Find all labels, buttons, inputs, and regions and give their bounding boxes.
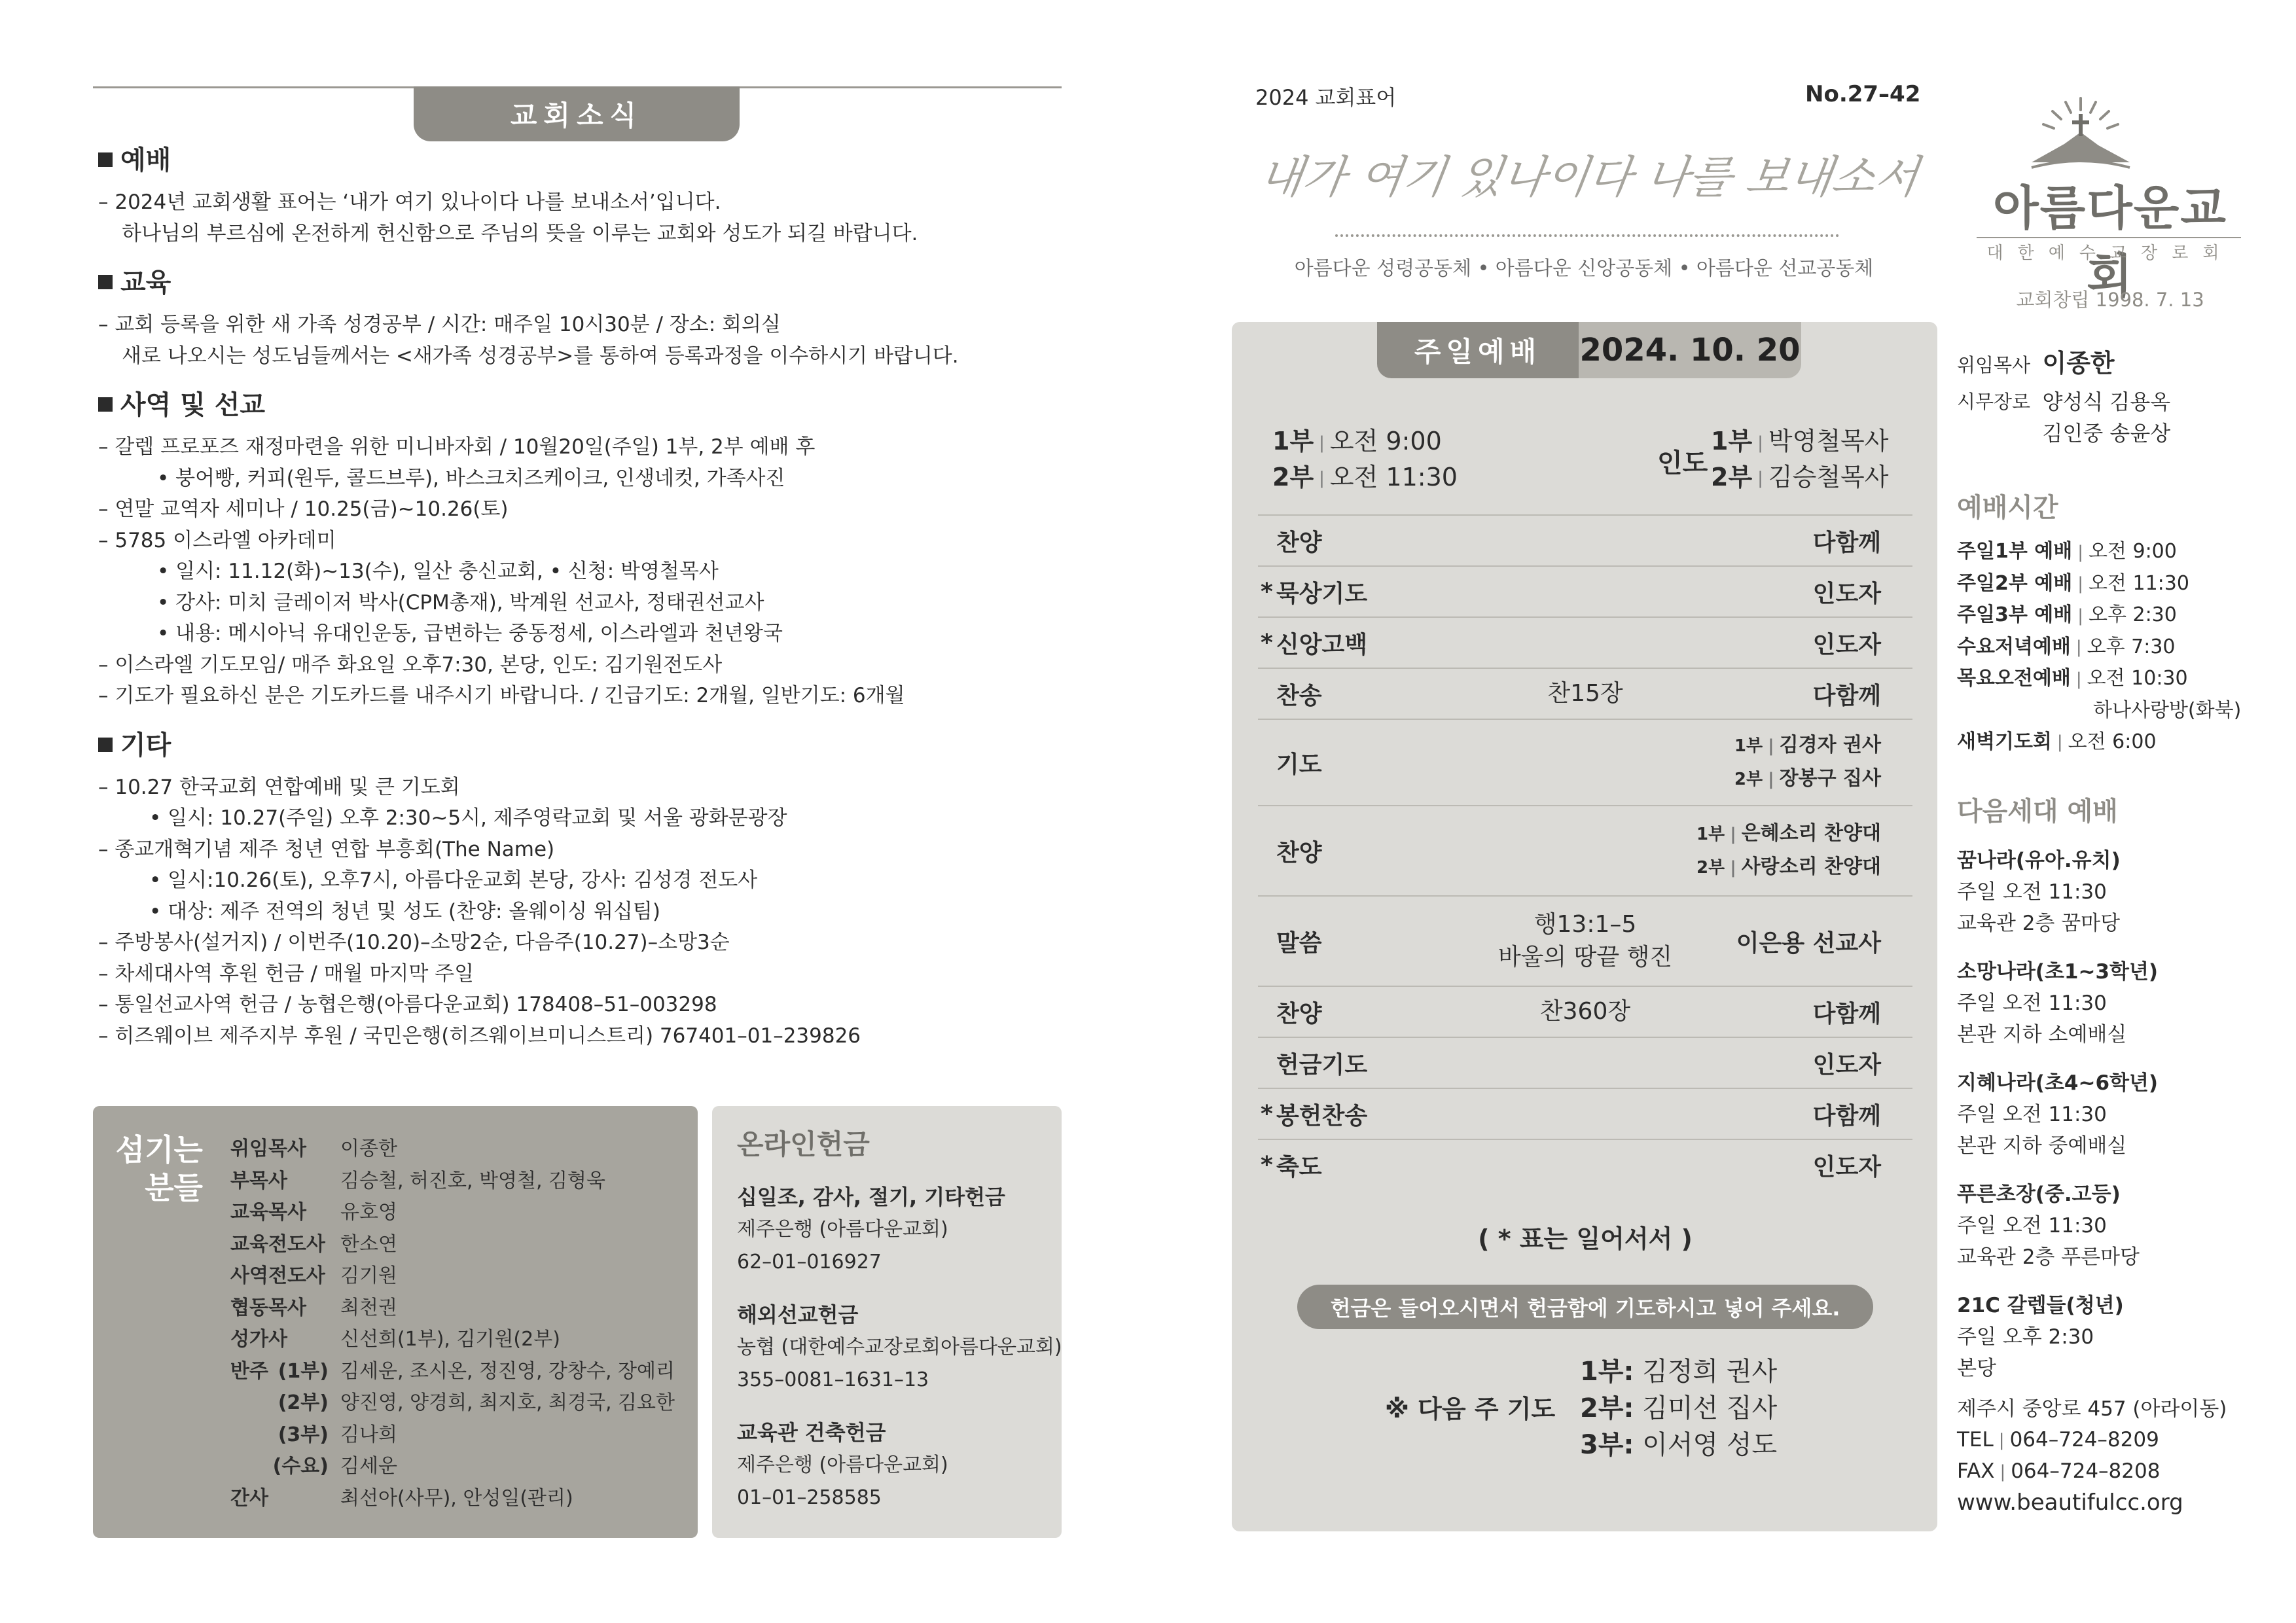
news-section-title xyxy=(98,728,1067,763)
next-prayer-part: 3부: xyxy=(1580,1430,1634,1460)
worship-detail xyxy=(1454,897,1716,986)
online-offering xyxy=(737,1127,1062,1534)
next-gen-time: 주일 오후 2:30 xyxy=(1957,1325,2094,1349)
server-role: 협동목사 xyxy=(230,1296,306,1319)
worship-time-value: 오전 10:30 xyxy=(2087,667,2188,690)
worship-leader xyxy=(1813,516,1881,565)
elders-line2: 김인중 송윤상 xyxy=(2042,421,2171,446)
news-item: – 차세대사역 후원 헌금 / 매월 마지막 주일 xyxy=(98,961,475,986)
server-role: (2부) xyxy=(278,1391,329,1414)
worship-time-row xyxy=(1957,695,2241,726)
worship-time-value: 오후 7:30 xyxy=(2087,635,2176,658)
server-names: 이종한 xyxy=(340,1137,397,1160)
leader-name: 장봉구 집사 xyxy=(1779,767,1881,790)
time1-label: 1부 xyxy=(1272,427,1314,455)
fax-label: FAX xyxy=(1957,1459,1995,1483)
news-item: – 연말 교역자 세미나 / 10.25(금)~10.26(토) xyxy=(98,497,509,521)
worship-order-row xyxy=(1258,565,1912,616)
server-row xyxy=(230,1483,689,1515)
worship-order-row xyxy=(1258,986,1912,1037)
worship-detail xyxy=(1454,987,1716,1037)
news-section-title-text: 예배 xyxy=(120,145,171,175)
tel-number: 064–724–8209 xyxy=(2009,1428,2159,1452)
news-section xyxy=(98,387,1067,712)
senior-pastor-name: 이종한 xyxy=(2042,349,2115,378)
news-item: – 이스라엘 기도모임/ 매주 화요일 오후7:30, 본당, 인도: 김기원전도사 xyxy=(98,652,723,677)
leader-name: 인도자 xyxy=(1812,1051,1881,1079)
worship-element xyxy=(1276,1038,1367,1088)
worship-order-row xyxy=(1258,719,1912,805)
service-part: 2부 xyxy=(1734,770,1763,789)
server-names: 김세운, 조시온, 정진영, 강창수, 장예리 xyxy=(340,1359,675,1383)
worship-time-value: 하나사랑방(화북) xyxy=(2093,698,2242,722)
worship-detail-line: 행13:1–5 xyxy=(1534,911,1637,938)
worship-element-label: 기도 xyxy=(1276,751,1322,778)
next-gen-group xyxy=(1957,956,2158,1050)
church-news xyxy=(98,143,1067,1067)
server-role: 부목사 xyxy=(230,1169,287,1192)
server-role: 간사 xyxy=(230,1486,268,1510)
news-item: – 교회 등록을 위한 새 가족 성경공부 / 시간: 매주일 10시30분 / 장소: 회의실 xyxy=(98,313,781,336)
service-date: 2024. 10. 20 xyxy=(1579,322,1801,378)
news-item: • 일시: 11.12(화)~13(수), 일산 충신교회, • 신청: 박영철목사 xyxy=(157,560,719,583)
server-row xyxy=(230,1451,689,1483)
worship-times-title: 예배시간 xyxy=(1957,493,2058,523)
next-prayer-row xyxy=(1580,1390,1777,1427)
worship-leader xyxy=(1813,567,1881,616)
news-section-title xyxy=(98,143,1067,178)
stand-note: ( * 표는 일어서서 ) xyxy=(1478,1224,1693,1253)
worship-time-row xyxy=(1957,632,2241,664)
news-item: • 내용: 메시아닉 유대인운동, 급변하는 중동정세, 이스라엘과 천년왕국 xyxy=(157,622,783,645)
worship-element-label: 헌금기도 xyxy=(1276,1051,1368,1079)
worship-element xyxy=(1261,618,1368,668)
leader-name: 인도자 xyxy=(1812,1153,1881,1181)
server-row xyxy=(230,1356,689,1388)
separator-icon: | xyxy=(1768,769,1774,789)
lead1-value: 박영철목사 xyxy=(1768,427,1889,455)
news-item: – 히즈웨이브 제주지부 후원 / 국민은행(히즈웨이브미니스트리) 767401–01–239826 xyxy=(98,1024,861,1048)
time1-value: 오전 9:00 xyxy=(1329,427,1442,455)
next-gen-name: 푸른초장(중.고등) xyxy=(1957,1183,2121,1206)
worship-element-label: 묵상기도 xyxy=(1276,580,1368,607)
worship-element xyxy=(1276,669,1361,719)
worship-time-row xyxy=(1957,536,2241,568)
worship-detail xyxy=(1454,669,1716,719)
leader-name: 다함께 xyxy=(1812,682,1881,709)
separator-icon: | xyxy=(1768,736,1774,756)
worship-element xyxy=(1261,567,1368,616)
next-prayer-list xyxy=(1580,1353,1777,1463)
next-gen-group xyxy=(1957,1067,2158,1162)
bank-name: 제주은행 (아름다운교회) xyxy=(737,1218,948,1241)
server-names: 최선아(사무), 안성일(관리) xyxy=(340,1486,573,1510)
worship-order-row xyxy=(1258,1037,1912,1088)
service-part: 1부 xyxy=(1696,825,1725,844)
worship-element-label: 찬양 xyxy=(1276,839,1322,866)
square-bullet-icon xyxy=(98,738,113,752)
elders xyxy=(1957,386,2170,449)
server-names: 김기원 xyxy=(340,1264,397,1287)
server-role: (3부) xyxy=(278,1423,329,1446)
church-logo-icon xyxy=(2025,92,2136,177)
news-item: – 갈렙 프로포즈 재정마련을 위한 미니바자회 / 10월20일(주일) 1부, 2부 예배 후 xyxy=(98,435,816,459)
online-offering-title: 온라인헌금 xyxy=(737,1128,870,1160)
news-item: – 5785 이스라엘 아카데미 xyxy=(98,528,336,552)
worship-detail-line: 바울의 땅끝 행진 xyxy=(1498,944,1673,971)
servers-title xyxy=(111,1131,203,1207)
leader-name: 인도자 xyxy=(1812,631,1881,658)
worship-element xyxy=(1276,516,1361,565)
worship-leader-line xyxy=(1734,762,1881,796)
news-item: – 기도가 필요하신 분은 기도카드를 내주시기 바랍니다. / 긴급기도: 2개월, 일반기도: 6개월 xyxy=(98,684,905,707)
next-prayer-row xyxy=(1580,1353,1777,1390)
server-row xyxy=(230,1229,689,1261)
server-names: 한소연 xyxy=(340,1232,397,1256)
next-prayer-row xyxy=(1580,1427,1777,1463)
bank-name: 제주은행 (아름다운교회) xyxy=(737,1454,948,1476)
online-offering-group xyxy=(737,1181,1051,1279)
church-address: 제주시 중앙로 457 (아라이동) xyxy=(1957,1397,2227,1421)
server-row xyxy=(230,1197,689,1229)
worship-time-name: 주일1부 예배 xyxy=(1957,540,2073,563)
worship-leader xyxy=(1813,618,1881,668)
account-number: 01–01–258585 xyxy=(737,1486,882,1509)
lead2-value: 김승철목사 xyxy=(1768,462,1889,491)
worship-element-label: 찬양 xyxy=(1276,529,1322,556)
server-names: 김나희 xyxy=(340,1423,397,1446)
worship-time-row xyxy=(1957,726,2241,758)
worship-order-row xyxy=(1258,514,1912,565)
lead2-label: 2부 xyxy=(1711,462,1753,491)
leader-name: 사랑소리 찬양대 xyxy=(1741,855,1881,878)
worship-element xyxy=(1276,720,1361,805)
news-item: • 강사: 미치 글레이저 박사(CPM총재), 박계원 선교사, 정태권선교사 xyxy=(157,590,764,615)
stand-asterisk-icon: * xyxy=(1261,578,1273,605)
next-prayer-name: 이서영 성도 xyxy=(1642,1430,1778,1460)
online-offering-group xyxy=(737,1298,1062,1397)
news-item: – 10.27 한국교회 연합예배 및 큰 기도회 xyxy=(98,775,460,799)
worship-element xyxy=(1261,1140,1361,1190)
next-gen-place: 본관 지하 중예배실 xyxy=(1957,1134,2127,1158)
next-gen-name: 꿈나라(유아.유치) xyxy=(1957,849,2121,872)
worship-time-value: 오후 2:30 xyxy=(2088,603,2177,626)
news-section-title xyxy=(98,387,1067,423)
news-item: • 대상: 제주 전역의 청년 및 성도 (찬양: 올웨이싱 워십팀) xyxy=(149,899,660,923)
online-offering-group xyxy=(737,1416,1051,1514)
worship-time-name: 새벽기도회 xyxy=(1957,730,2052,753)
servers-title-line2: 분들 xyxy=(145,1170,203,1205)
worship-element-label: 말씀 xyxy=(1276,929,1322,957)
stand-asterisk-icon: * xyxy=(1261,629,1273,656)
slogan-dotted-rule xyxy=(1335,234,1839,237)
service-times: 1부 | 오전 9:00 2부 | 오전 11:30 xyxy=(1272,427,1458,491)
worship-time-value: 오전 11:30 xyxy=(2088,571,2189,595)
worship-time-row xyxy=(1957,568,2241,600)
lead1-label: 1부 xyxy=(1711,427,1753,455)
next-prayer-part: 2부: xyxy=(1580,1393,1634,1423)
news-item: – 주방봉사(설거지) / 이번주(10.20)–소망2순, 다음주(10.27)–소망3순 xyxy=(98,931,730,954)
news-section-title-text: 기타 xyxy=(120,730,171,760)
next-gen-time: 주일 오전 11:30 xyxy=(1957,991,2107,1015)
next-prayer-label: ※ 다음 주 기도 xyxy=(1385,1395,1556,1423)
worship-detail-line: 찬360장 xyxy=(1539,998,1631,1025)
next-gen-place: 교육관 2층 꿈마당 xyxy=(1957,912,2121,935)
news-section-title xyxy=(98,265,1067,300)
separator-icon: | xyxy=(2075,669,2082,689)
server-role: 교육목사 xyxy=(230,1201,306,1224)
account-number: 355–0081–1631–13 xyxy=(737,1368,929,1391)
worship-order-row xyxy=(1258,1088,1912,1139)
offering-type: 교육관 건축헌금 xyxy=(737,1420,886,1445)
next-gen-time: 주일 오전 11:30 xyxy=(1957,1214,2107,1238)
square-bullet-icon xyxy=(98,275,113,289)
news-section xyxy=(98,143,1067,249)
service-part: 2부 xyxy=(1696,858,1725,878)
tel-label: TEL xyxy=(1957,1428,1994,1452)
servers-list xyxy=(230,1133,689,1514)
worship-leader xyxy=(1736,897,1881,986)
server-role: 위임목사 xyxy=(230,1137,306,1160)
next-gen-group xyxy=(1957,1179,2158,1273)
worship-leader-line xyxy=(1696,817,1881,851)
next-gen-name: 21C 갈렙들(청년) xyxy=(1957,1294,2124,1317)
next-prayer-name: 김정희 권사 xyxy=(1642,1357,1778,1387)
worship-time-name: 수요저녁예배 xyxy=(1957,635,2071,658)
next-gen-place: 본당 xyxy=(1957,1357,1996,1380)
worship-order-row xyxy=(1258,668,1912,719)
bank-name: 농협 (대한예수교장로회아름다운교회) xyxy=(737,1336,1062,1359)
news-item: – 통일선교사역 헌금 / 농협은행(아름다운교회) 178408–51–003298 xyxy=(98,993,717,1016)
founded-date: 교회창립 1998. 7. 13 xyxy=(2016,289,2204,311)
worship-leader xyxy=(1696,806,1881,895)
church-name: 아름다운교회 xyxy=(1993,181,2227,304)
worship-detail-line: 찬15장 xyxy=(1547,680,1623,707)
church-contact: 제주시 중앙로 457 (아라이동) TEL | 064–724–8209 FAX | 064–724–8208 www.beautifulcc.org xyxy=(1957,1394,2227,1518)
server-row xyxy=(230,1293,689,1325)
news-section-title-text: 교육 xyxy=(120,268,171,298)
server-row xyxy=(230,1387,689,1419)
stand-asterisk-icon: * xyxy=(1261,1151,1273,1179)
server-role: 교육전도사 xyxy=(230,1232,325,1256)
slogan-text: 내가 여기 있나이다 나를 보내소서 xyxy=(1255,152,1922,204)
service-leaders: 1부 | 박영철목사 2부 | 김승철목사 xyxy=(1711,427,1889,491)
server-row xyxy=(230,1324,689,1356)
worship-element-label: 봉헌찬송 xyxy=(1276,1102,1368,1130)
news-item: 하나님의 부르심에 온전하게 헌신함으로 주님의 뜻을 이루는 교회와 성도가 되길 바랍니다. xyxy=(122,221,918,245)
server-names: 최천권 xyxy=(340,1296,397,1319)
server-row xyxy=(230,1260,689,1293)
church-news-tab: 교회소식 xyxy=(414,86,740,141)
leader-name: 이은용 선교사 xyxy=(1736,929,1881,957)
worship-time-row xyxy=(1957,599,2241,632)
elders-label: 시무장로 xyxy=(1957,391,2031,413)
separator-icon: | xyxy=(2077,605,2083,626)
next-generation-title: 다음세대 예배 xyxy=(1957,796,2118,827)
separator-icon: | xyxy=(2056,732,2063,752)
fax-number: 064–724–8208 xyxy=(2011,1459,2161,1483)
separator-icon: | xyxy=(2077,574,2083,594)
server-names: 신선희(1부), 김기원(2부) xyxy=(340,1328,560,1351)
stand-asterisk-icon: * xyxy=(1261,1100,1273,1128)
leader-label: 인도 xyxy=(1657,448,1708,478)
worship-leader xyxy=(1813,1089,1881,1139)
news-section-title-text: 사역 및 선교 xyxy=(120,390,266,420)
news-item: 새로 나오시는 성도님들께서는 <새가족 성경공부>를 통하여 등록과정을 이수하시기 바랍니다. xyxy=(122,344,959,368)
news-item: – 종교개혁기념 제주 청년 연합 부흥회(The Name) xyxy=(98,837,555,861)
server-names: 김승철, 허진호, 박영철, 김형욱 xyxy=(340,1169,605,1192)
worship-time-value: 오전 9:00 xyxy=(2088,540,2177,563)
order-of-worship xyxy=(1258,514,1912,1190)
separator-icon: | xyxy=(2077,542,2083,562)
worship-time-name: 주일3부 예배 xyxy=(1957,603,2073,626)
worship-element xyxy=(1276,987,1361,1037)
service-part: 1부 xyxy=(1734,736,1763,756)
church-website-link[interactable]: www.beautifulcc.org xyxy=(1957,1489,2183,1516)
worship-time-name: 주일2부 예배 xyxy=(1957,571,2073,595)
elders-line1: 양성식 김용옥 xyxy=(2042,389,2171,414)
leader-name: 다함께 xyxy=(1812,1102,1881,1130)
separator-icon: | xyxy=(1730,857,1736,878)
news-section xyxy=(98,728,1067,1052)
server-role: 사역전도사 xyxy=(230,1264,325,1287)
worship-leader-line xyxy=(1734,729,1881,762)
senior-pastor xyxy=(1957,347,2115,382)
leader-name: 은혜소리 찬양대 xyxy=(1741,822,1881,845)
server-row xyxy=(230,1133,689,1166)
news-item: • 일시: 10.27(주일) 오후 2:30~5시, 제주영락교회 및 서울 광화문광장 xyxy=(149,806,787,830)
square-bullet-icon xyxy=(98,152,113,167)
worship-element-label: 찬송 xyxy=(1276,682,1322,709)
next-prayer-part: 1부: xyxy=(1580,1357,1634,1387)
community-tagline: 아름다운 성령공동체 • 아름다운 신앙공동체 • 아름다운 선교공동체 xyxy=(1294,257,1874,280)
worship-time-name: 목요오전예배 xyxy=(1957,667,2071,690)
server-row xyxy=(230,1419,689,1452)
servers-title-line1: 섬기는 xyxy=(115,1132,203,1168)
logo-rule xyxy=(1977,237,2241,238)
next-prayer-name: 김미선 집사 xyxy=(1642,1393,1778,1423)
leader-name: 김경자 권사 xyxy=(1779,734,1881,757)
worship-time-value: 오전 6:00 xyxy=(2068,730,2157,753)
server-row xyxy=(230,1166,689,1198)
worship-element-label: 신앙고백 xyxy=(1276,631,1368,658)
leader-name: 다함께 xyxy=(1812,1000,1881,1027)
time2-value: 오전 11:30 xyxy=(1329,462,1458,491)
worship-leader xyxy=(1813,1140,1881,1190)
server-role: (수요) xyxy=(272,1455,329,1478)
server-role: 성가사 xyxy=(230,1328,287,1351)
offering-note: 헌금은 들어오시면서 헌금함에 기도하시고 넣어 주세요. xyxy=(1297,1285,1873,1329)
worship-element xyxy=(1276,897,1361,986)
server-names: 유호영 xyxy=(340,1201,397,1224)
news-item: • 일시:10.26(토), 오후7시, 아름다운교회 본당, 강사: 김성경 전도사 xyxy=(149,868,758,892)
server-role: 반주 (1부) xyxy=(230,1359,329,1383)
slogan-handwriting xyxy=(1255,143,1922,215)
next-gen-name: 지혜나라(초4~6학년) xyxy=(1957,1071,2159,1095)
worship-order-row xyxy=(1258,616,1912,668)
leader-name: 인도자 xyxy=(1812,580,1881,607)
worship-element-label: 축도 xyxy=(1276,1153,1322,1181)
next-gen-name: 소망나라(초1~3학년) xyxy=(1957,960,2159,984)
server-names: 양진영, 양경희, 최지호, 최경국, 김요한 xyxy=(340,1391,675,1414)
worship-leader xyxy=(1813,987,1881,1037)
worship-element-label: 찬양 xyxy=(1276,1000,1322,1027)
account-number: 62–01–016927 xyxy=(737,1251,882,1274)
worship-leader-line xyxy=(1696,851,1881,884)
worship-element xyxy=(1276,806,1361,895)
worship-time-row xyxy=(1957,663,2241,695)
leader-name: 다함께 xyxy=(1812,529,1881,556)
server-names: 김세운 xyxy=(340,1455,397,1478)
worship-order-row xyxy=(1258,1139,1912,1190)
square-bullet-icon xyxy=(98,397,113,412)
next-gen-time: 주일 오전 11:30 xyxy=(1957,1103,2107,1126)
motto-label: 2024 교회표어 xyxy=(1255,85,1397,110)
next-gen-time: 주일 오전 11:30 xyxy=(1957,880,2107,904)
next-gen-place: 교육관 2층 푸른마당 xyxy=(1957,1245,2140,1269)
news-section xyxy=(98,265,1067,372)
time2-label: 2부 xyxy=(1272,462,1314,491)
senior-pastor-label: 위임목사 xyxy=(1957,354,2031,376)
next-generation-worship xyxy=(1957,791,2158,1384)
worship-times xyxy=(1957,487,2241,758)
separator-icon: | xyxy=(1730,824,1736,844)
offering-type: 십일조, 감사, 절기, 기타헌금 xyxy=(737,1185,1005,1209)
news-item: – 2024년 교회생활 표어는 ‘내가 여기 있나이다 나를 보내소서’입니다. xyxy=(98,190,721,214)
worship-leader xyxy=(1734,720,1881,805)
next-gen-group xyxy=(1957,1290,2158,1384)
worship-element xyxy=(1261,1089,1368,1139)
worship-leader xyxy=(1813,669,1881,719)
sunday-service-tab: 주일예배 xyxy=(1377,322,1579,378)
offering-type: 해외선교헌금 xyxy=(737,1302,859,1327)
issue-number: No.27–42 xyxy=(1805,81,1921,107)
denomination: 대한예수교장로회 xyxy=(1986,243,2234,263)
worship-order-row xyxy=(1258,805,1912,895)
news-item: • 붕어빵, 커피(원두, 콜드브루), 바스크치즈케이크, 인생네컷, 가족사진 xyxy=(157,466,785,490)
separator-icon: | xyxy=(2075,637,2082,657)
next-gen-group xyxy=(1957,845,2158,939)
worship-order-row xyxy=(1258,895,1912,986)
next-gen-place: 본관 지하 소예배실 xyxy=(1957,1023,2127,1046)
worship-leader xyxy=(1813,1038,1881,1088)
